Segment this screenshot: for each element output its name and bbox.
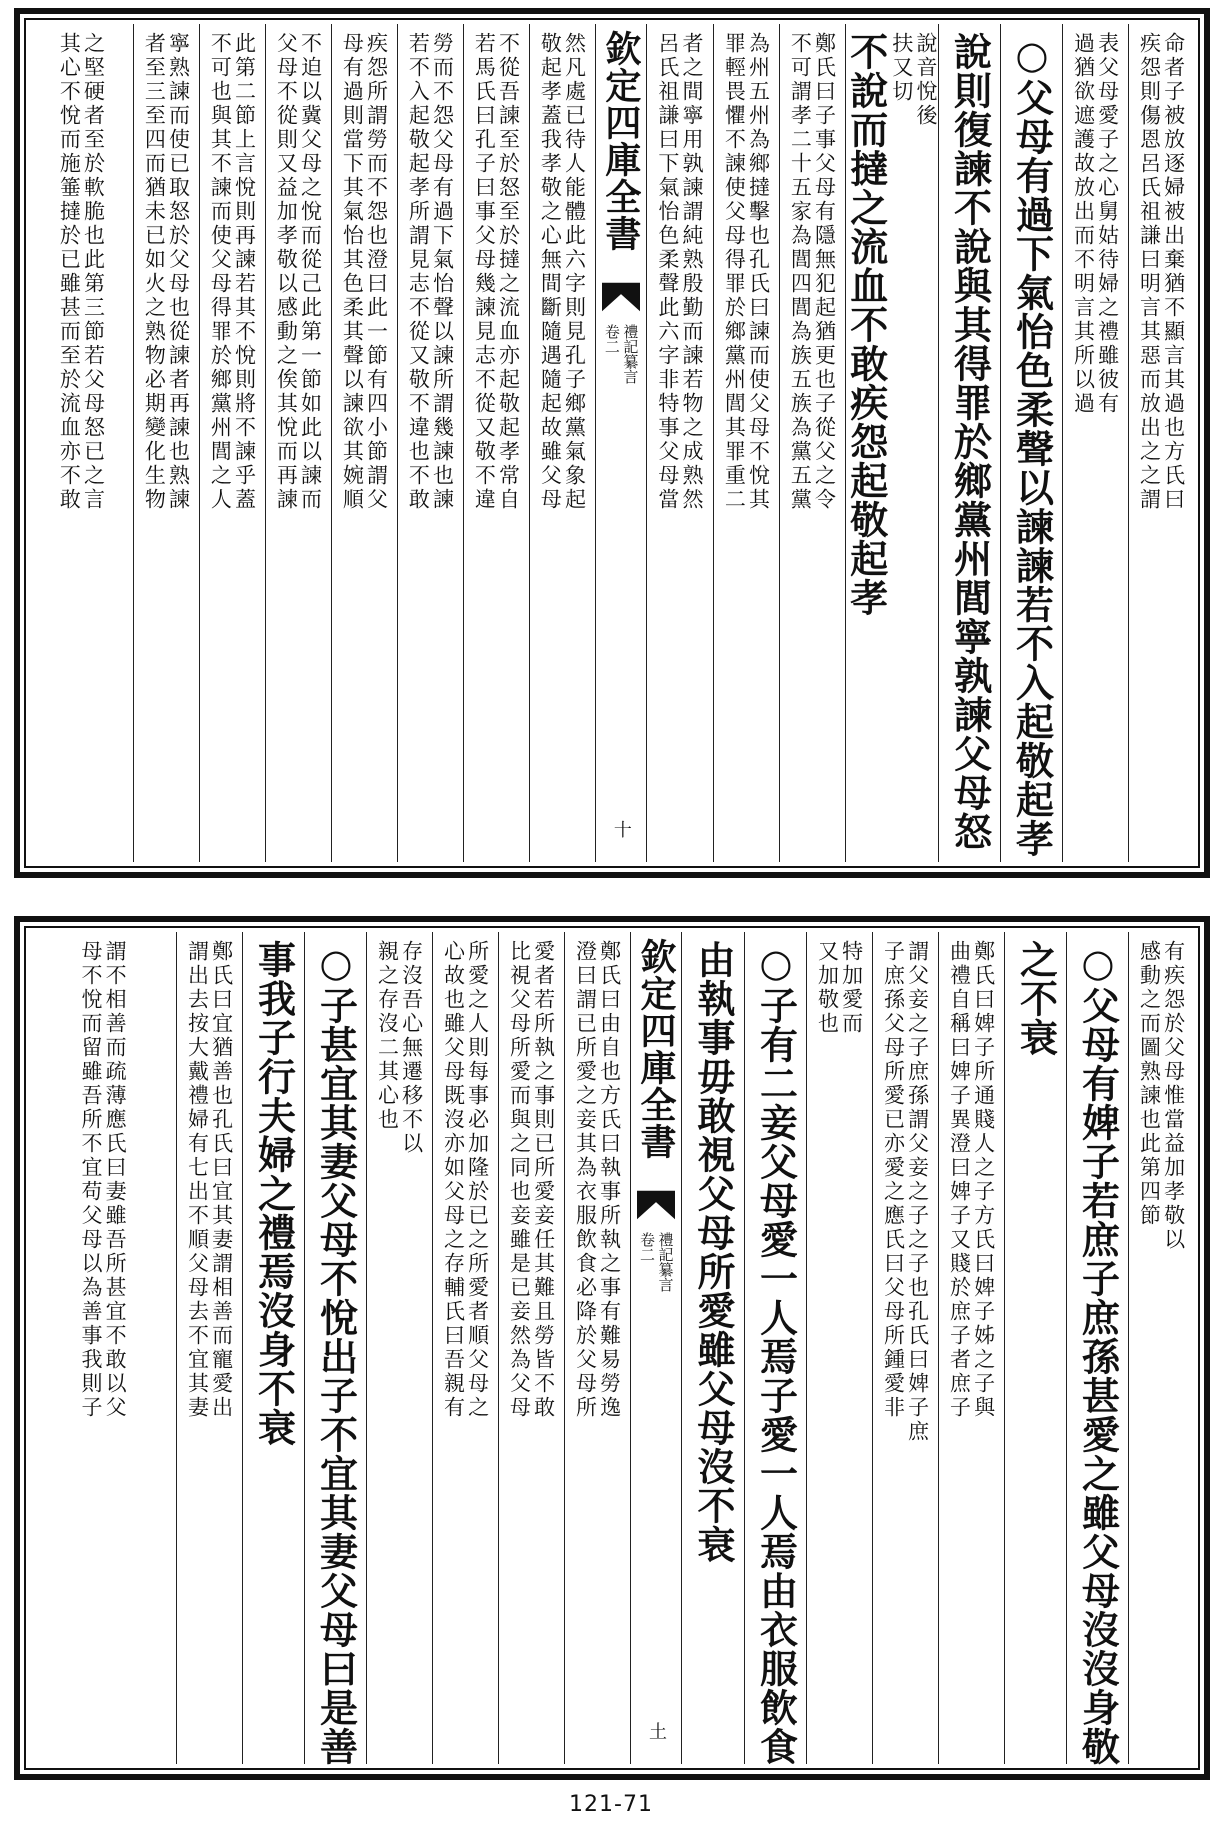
small-text-line: 子庶孫父母所愛已亦愛之應氏曰父母所鍾愛非 (881, 940, 906, 1420)
small-text-line: 曲禮自稱曰婢子異澄曰婢子又賤於庶子者庶子 (947, 940, 972, 1420)
small-text-line: 感動之而圖熟諫也此第四節 (1137, 940, 1162, 1228)
commentary-column (30, 24, 133, 862)
small-text-line: 不從吾諫至於怒至於撻之流血亦起敬起孝常自 (496, 32, 521, 512)
small-text-line: 母有過則當下其氣怡其色柔其聲以諫欲其婉順 (340, 32, 365, 512)
commentary-column (366, 932, 432, 1764)
main-text-column (304, 932, 366, 1764)
commentary-column (30, 932, 176, 1764)
top-columns (30, 24, 1194, 862)
main-text-column (1066, 932, 1128, 1764)
main-text-column (1004, 932, 1066, 1764)
commentary-column (176, 932, 242, 1764)
small-text-line: 鄭氏曰宜猶善也孔氏曰宜其妻謂相善而寵愛出 (209, 940, 234, 1420)
small-text-line: 之堅硬者至於軟脆也此第三節若父母怒已之言 (81, 32, 106, 512)
small-text-line: 疾怨則傷恩呂氏祖謙曰明言其惡而放出之之謂 (1137, 32, 1162, 512)
main-text-column (845, 24, 938, 862)
volume-label: 卷二 (638, 1232, 656, 1262)
commentary-column (1128, 24, 1194, 862)
commentary-column (1128, 932, 1194, 1764)
commentary-column (938, 932, 1004, 1764)
small-text-line: 鄭氏曰婢子所通賤人之子方氏曰婢子姊之子與 (971, 940, 996, 1420)
main-text-column (938, 24, 1000, 862)
small-text-line: 不可也與其不諫而使父母得罪於鄉黨州閭之人 (208, 32, 233, 512)
small-text-line: 所愛之人則每事必加隆於已之所愛者順父母之 (465, 940, 490, 1420)
collection-title: 欽定四庫全書 (635, 938, 677, 1160)
center-gutter (630, 932, 682, 1764)
small-text-line: 勞而不怨父母有過下氣怡聲以諫所謂幾諫也諫 (430, 32, 455, 512)
small-text-line: 比視父母所愛而與之同也妾雖是已妾然為父母 (507, 940, 532, 1420)
small-text-line: 謂不相善而疏薄應氏曰妻雖吾所甚宜不敢以父 (103, 940, 128, 1420)
small-text-line: 罪輕畏懼不諫使父母得罪於鄉黨州閭其罪重二 (722, 32, 747, 512)
commentary-column (564, 932, 630, 1764)
fishtail-mark-icon (637, 1190, 675, 1220)
commentary-column (1062, 24, 1128, 862)
pronunciation-note: 扶又切 (889, 32, 914, 104)
volume-label: 卷二 (602, 324, 621, 354)
small-text-line: 寧熟諫而使已取怒於父母也從諫者再諫也熟諫 (166, 32, 191, 512)
small-text-line: 鄭氏曰子事父母有隱無犯起猶更也子從父之令 (812, 32, 837, 512)
page-number-footer: 121-71 (569, 1792, 653, 1817)
fishtail-mark-icon (602, 282, 640, 312)
small-text-line: 鄭氏曰由自也方氏曰執事所執之事有難易勞逸 (597, 940, 622, 1420)
small-text-line: 不可謂孝二十五家為閭四閭為族五族為黨五黨 (788, 32, 813, 512)
small-text-line: 然凡處已待人能體此六字則見孔子鄉黨氣象起 (562, 32, 587, 512)
commentary-column (498, 932, 564, 1764)
small-text-line: 其心不悅而施箠撻於已雖甚而至於流血亦不敢 (57, 32, 82, 512)
main-text-line: ○子甚宜其妻父母不悅出子不宜其妻父母曰是善 (313, 940, 359, 1766)
small-text-line: 呂氏祖謙曰下氣怡色柔聲此六字非特事父母當 (655, 32, 680, 512)
main-text-line: 說則復諫不說與其得罪於鄉黨州閭寧孰諫父母怒 (947, 32, 993, 851)
small-text-line: 表父母愛子之心舅姑待婦之禮雖彼有 (1095, 32, 1120, 416)
commentary-column (265, 24, 331, 862)
collection-title: 欽定四庫全書 (599, 30, 642, 252)
small-text-line: 特加愛而 (839, 940, 864, 1036)
small-text-line: 若馬氏曰孔子曰事父母幾諫見志不從又敬不違 (472, 32, 497, 512)
small-text-line: 過猶欲遮護故放出而不明言其所以過 (1071, 32, 1096, 416)
main-text-line: 事我子行夫婦之禮焉沒身不衰 (251, 940, 297, 1447)
commentary-column (133, 24, 199, 862)
small-text-line: 疾怨所謂勞而不怨也澄曰此一節有四小節謂父 (364, 32, 389, 512)
small-text-line: 父母不從則又益加孝敬以感動之俟其悅而再諫 (274, 32, 299, 512)
small-text-line: 此第二節上言悅則再諫若其不悅則將不諫乎蓋 (232, 32, 257, 512)
main-text-line: 之不衰 (1013, 940, 1059, 1057)
small-text-line: 為州五州為鄉撻擊也孔氏曰諫而使父母不悅其 (746, 32, 771, 512)
main-text-line: 不說而撻之流血不敢疾怨起敬起孝 (843, 32, 889, 617)
small-text-line: 敬起孝蓋我孝敬之心無間斷隨遇隨起故雖父母 (538, 32, 563, 512)
main-text-line: 由執事毋敢視父母所愛雖父母沒不衰 (690, 940, 736, 1564)
commentary-column (872, 932, 938, 1764)
commentary-column (199, 24, 265, 862)
small-text-line: 若不入起敬起孝所謂見志不從又敬不違也不敢 (406, 32, 431, 512)
main-text-column (242, 932, 304, 1764)
main-text-column (682, 932, 744, 1764)
book-title: 禮記纂言 (621, 324, 640, 384)
folio-number: 十 (610, 820, 632, 838)
main-text-column (1000, 24, 1062, 862)
commentary-column (463, 24, 529, 862)
small-text-line: 又加敬也 (815, 940, 840, 1036)
small-text-line: 心故也雖父母既沒亦如父母之存輔氏曰吾親有 (441, 940, 466, 1420)
commentary-column (779, 24, 845, 862)
commentary-column (529, 24, 595, 862)
small-text-line: 者之間寧用孰諫謂純熟殷勤而諫若物之成熟然 (679, 32, 704, 512)
main-text-line: ○父母有婢子若庶子庶孫甚愛之雖父母沒沒身敬 (1075, 940, 1121, 1766)
center-gutter (595, 24, 647, 862)
bottom-page-panel (14, 916, 1210, 1780)
commentary-column (331, 24, 397, 862)
main-text-line: ○子有二妾父母愛一人焉子愛一人焉由衣服飲食 (753, 940, 799, 1766)
top-page-panel (14, 8, 1210, 878)
commentary-column (647, 24, 713, 862)
commentary-column (806, 932, 872, 1764)
main-text-column (744, 932, 806, 1764)
small-text-line: 有疾怨於父母惟當益加孝敬以 (1161, 940, 1186, 1252)
book-title: 禮記纂言 (656, 1232, 675, 1292)
folio-number: 土 (646, 1722, 667, 1740)
small-text-line: 謂父妾之子庶孫謂父妾之子之子也孔氏曰婢子庶 (905, 940, 930, 1444)
commentary-column (432, 932, 498, 1764)
commentary-column (397, 24, 463, 862)
small-text-line: 存沒吾心無遷移不以 (399, 940, 424, 1156)
main-text-line: ○父母有過下氣怡色柔聲以諫諫若不入起敬起孝 (1009, 32, 1055, 858)
small-text-line: 命者子被放逐婦被出棄猶不顯言其過也方氏曰 (1161, 32, 1186, 512)
bottom-columns (30, 932, 1194, 1764)
commentary-column (713, 24, 779, 862)
small-text-line: 母不悅而留雖吾所不宜苟父母以為善事我則子 (79, 940, 103, 1420)
small-text-line: 謂出去按大戴禮婦有七出不順父母去不宜其妻 (185, 940, 210, 1420)
small-text-line: 愛者若所執之事則已所愛妾任其難且勞皆不敢 (531, 940, 556, 1420)
pronunciation-note: 說音悅後 (914, 32, 938, 128)
small-text-line: 親之存沒二其心也 (375, 940, 400, 1132)
small-text-line: 者至三至四而猶未已如火之熟物必期變化生物 (142, 32, 167, 512)
small-text-line: 不迫以冀父母之悅而從己此第一節如此以諫而 (298, 32, 323, 512)
small-text-line: 澄曰謂已所愛之妾其為衣服飲食必降於父母所 (573, 940, 598, 1420)
